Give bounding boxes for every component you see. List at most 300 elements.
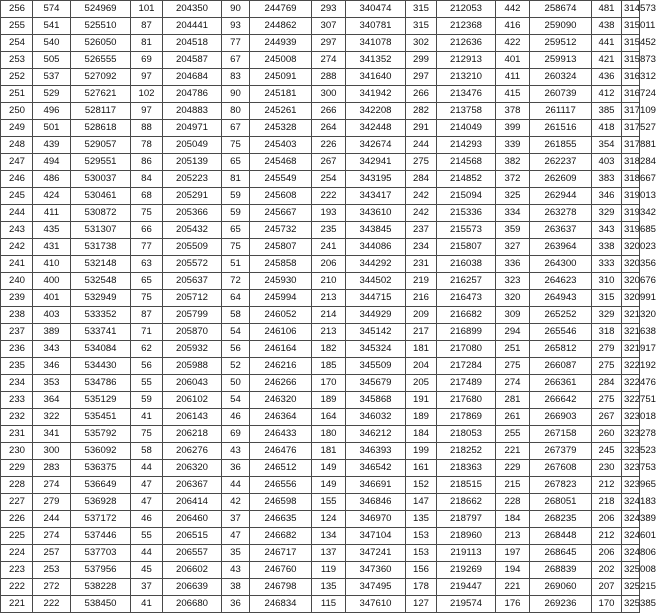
table-cell: 275: [496, 358, 530, 375]
table-cell: 245: [1, 188, 33, 205]
table-cell: 334: [496, 205, 530, 222]
table-cell: 325: [496, 188, 530, 205]
table-cell: 527621: [71, 86, 131, 103]
table-cell: 219574: [437, 596, 496, 613]
table-cell: 213210: [437, 69, 496, 86]
table-cell: 279: [33, 494, 71, 511]
table-cell: 341078: [346, 35, 406, 52]
table-cell: 342674: [346, 137, 406, 154]
table-cell: 46: [222, 409, 250, 426]
table-cell: 530872: [71, 205, 131, 222]
table-cell: 217489: [437, 375, 496, 392]
table-cell: 400: [33, 273, 71, 290]
table-cell: 206557: [163, 545, 222, 562]
table-cell: 71: [131, 324, 163, 341]
table-row: [1, 545, 640, 562]
table-cell: 87: [131, 18, 163, 35]
table-cell: 43: [222, 562, 250, 579]
table-cell: 233: [1, 392, 33, 409]
table-cell: 251: [496, 341, 530, 358]
table-cell: 77: [222, 35, 250, 52]
table-cell: 416: [496, 18, 530, 35]
table-cell: 267: [312, 154, 346, 171]
table-cell: 325215: [622, 579, 640, 596]
table-cell: 324601: [622, 528, 640, 545]
table-cell: 266: [406, 86, 437, 103]
table-cell: 347241: [346, 545, 406, 562]
table-cell: 318: [592, 324, 622, 341]
table-cell: 228: [1, 477, 33, 494]
table-cell: 242: [1, 239, 33, 256]
table-cell: 347495: [346, 579, 406, 596]
table-cell: 340781: [346, 18, 406, 35]
table-cell: 272: [33, 579, 71, 596]
table-cell: 204883: [163, 103, 222, 120]
table-cell: 421: [592, 52, 622, 69]
table-cell: 534430: [71, 358, 131, 375]
table-cell: 526050: [71, 35, 131, 52]
table-cell: 327: [496, 239, 530, 256]
table-cell: 206102: [163, 392, 222, 409]
table-cell: 205988: [163, 358, 222, 375]
table-cell: 268235: [530, 511, 592, 528]
table-cell: 422: [496, 35, 530, 52]
table-cell: 67: [222, 52, 250, 69]
table-cell: 137: [312, 545, 346, 562]
table-cell: 481: [592, 1, 622, 18]
table-cell: 323278: [622, 426, 640, 443]
table-cell: 533352: [71, 307, 131, 324]
table-cell: 213: [496, 528, 530, 545]
table-row: [1, 477, 640, 494]
table-cell: 246717: [250, 545, 312, 562]
table-cell: 439: [33, 137, 71, 154]
table-cell: 309: [496, 307, 530, 324]
table-row: [1, 154, 640, 171]
table-cell: 226: [312, 137, 346, 154]
table-row: [1, 137, 640, 154]
table-cell: 315873: [622, 52, 640, 69]
table-cell: 324806: [622, 545, 640, 562]
table-cell: 246556: [250, 477, 312, 494]
table-cell: 265252: [530, 307, 592, 324]
table-cell: 204684: [163, 69, 222, 86]
table-cell: 322192: [622, 358, 640, 375]
table-row: [1, 426, 640, 443]
table-cell: 260: [592, 426, 622, 443]
table-cell: 541: [33, 18, 71, 35]
table-cell: 494: [33, 154, 71, 171]
table-row: [1, 239, 640, 256]
table-cell: 526555: [71, 52, 131, 69]
table-cell: 206143: [163, 409, 222, 426]
table-cell: 501: [33, 120, 71, 137]
table-cell: 214568: [437, 154, 496, 171]
table-cell: 315011: [622, 18, 640, 35]
table-cell: 212636: [437, 35, 496, 52]
table-cell: 68: [131, 188, 163, 205]
table-cell: 435: [33, 222, 71, 239]
table-row: [1, 375, 640, 392]
table-cell: 58: [131, 443, 163, 460]
table-cell: 52: [222, 358, 250, 375]
table-cell: 178: [406, 579, 437, 596]
table-cell: 80: [222, 103, 250, 120]
table-cell: 206680: [163, 596, 222, 613]
table-row: [1, 188, 640, 205]
table-row: [1, 579, 640, 596]
table-cell: 55: [131, 528, 163, 545]
table-cell: 236: [1, 341, 33, 358]
table-cell: 401: [33, 290, 71, 307]
table-cell: 218515: [437, 477, 496, 494]
table-cell: 62: [131, 341, 163, 358]
table-cell: 389: [33, 324, 71, 341]
table-row: [1, 1, 640, 18]
table-cell: 274: [312, 52, 346, 69]
table-cell: 215573: [437, 222, 496, 239]
table-cell: 245008: [250, 52, 312, 69]
table-cell: 217680: [437, 392, 496, 409]
table-cell: 314573: [622, 1, 640, 18]
table-cell: 496: [33, 103, 71, 120]
table-cell: 317881: [622, 137, 640, 154]
table-cell: 411: [496, 69, 530, 86]
table-cell: 260739: [530, 86, 592, 103]
table-cell: 264: [312, 120, 346, 137]
table-cell: 256: [1, 1, 33, 18]
table-row: [1, 290, 640, 307]
table-cell: 244769: [250, 1, 312, 18]
table-cell: 345142: [346, 324, 406, 341]
table-cell: 246052: [250, 307, 312, 324]
table-cell: 259512: [530, 35, 592, 52]
table-cell: 199: [406, 443, 437, 460]
table-cell: 251: [1, 86, 33, 103]
table-cell: 205799: [163, 307, 222, 324]
table-cell: 37: [131, 579, 163, 596]
table-cell: 320991: [622, 290, 640, 307]
table-cell: 540: [33, 35, 71, 52]
table-cell: 225: [1, 528, 33, 545]
table-cell: 403: [592, 154, 622, 171]
table-cell: 206218: [163, 426, 222, 443]
table-cell: 529057: [71, 137, 131, 154]
table-cell: 245549: [250, 171, 312, 188]
table-cell: 215336: [437, 205, 496, 222]
table-row: [1, 18, 640, 35]
table-cell: 415: [496, 86, 530, 103]
table-cell: 341: [33, 426, 71, 443]
table-cell: 418: [592, 120, 622, 137]
table-cell: 537446: [71, 528, 131, 545]
table-cell: 263964: [530, 239, 592, 256]
table-cell: 291: [406, 120, 437, 137]
table-cell: 315452: [622, 35, 640, 52]
table-cell: 69: [222, 426, 250, 443]
table-cell: 261117: [530, 103, 592, 120]
table-cell: 323753: [622, 460, 640, 477]
table-row: [1, 256, 640, 273]
table-cell: 170: [592, 596, 622, 613]
table-cell: 217869: [437, 409, 496, 426]
table-cell: 207: [592, 579, 622, 596]
table-cell: 93: [222, 18, 250, 35]
table-cell: 245667: [250, 205, 312, 222]
table-cell: 155: [312, 494, 346, 511]
table-cell: 318284: [622, 154, 640, 171]
table-cell: 217284: [437, 358, 496, 375]
table-cell: 346393: [346, 443, 406, 460]
table-cell: 181: [312, 443, 346, 460]
table-cell: 297: [406, 69, 437, 86]
table-cell: 323965: [622, 477, 640, 494]
table-cell: 237: [406, 222, 437, 239]
table-row: [1, 596, 640, 613]
table-cell: 47: [222, 528, 250, 545]
table-cell: 204518: [163, 35, 222, 52]
table-cell: 385: [592, 103, 622, 120]
table-row: [1, 171, 640, 188]
table-cell: 282: [406, 103, 437, 120]
table-cell: 246433: [250, 426, 312, 443]
table-cell: 323523: [622, 443, 640, 460]
table-cell: 261: [496, 409, 530, 426]
table-cell: 204: [406, 358, 437, 375]
table-cell: 124: [312, 511, 346, 528]
table-cell: 213758: [437, 103, 496, 120]
table-cell: 382: [496, 154, 530, 171]
table-cell: 189: [312, 392, 346, 409]
table-cell: 219447: [437, 579, 496, 596]
table-cell: 342448: [346, 120, 406, 137]
table-cell: 205432: [163, 222, 222, 239]
table-cell: 241: [1, 256, 33, 273]
table-cell: 284: [592, 375, 622, 392]
table-cell: 206: [592, 511, 622, 528]
table-cell: 44: [222, 477, 250, 494]
table-cell: 359: [496, 222, 530, 239]
table-cell: 268051: [530, 494, 592, 511]
table-cell: 279: [592, 341, 622, 358]
table-cell: 97: [131, 103, 163, 120]
table-cell: 63: [131, 256, 163, 273]
table-cell: 343: [33, 341, 71, 358]
table-cell: 230: [1, 443, 33, 460]
table-row: [1, 392, 640, 409]
table-cell: 55: [131, 375, 163, 392]
table-cell: 329: [592, 307, 622, 324]
table-cell: 204786: [163, 86, 222, 103]
table-cell: 240: [1, 273, 33, 290]
table-cell: 206367: [163, 477, 222, 494]
table-cell: 41: [131, 409, 163, 426]
table-cell: 83: [222, 69, 250, 86]
table-cell: 528618: [71, 120, 131, 137]
table-cell: 344715: [346, 290, 406, 307]
table-cell: 206: [312, 256, 346, 273]
table-cell: 65: [222, 222, 250, 239]
table-cell: 231: [1, 426, 33, 443]
table-cell: 262237: [530, 154, 592, 171]
table-cell: 204587: [163, 52, 222, 69]
table-cell: 51: [222, 256, 250, 273]
table-cell: 219: [406, 273, 437, 290]
table-cell: 205139: [163, 154, 222, 171]
table-cell: 246798: [250, 579, 312, 596]
table-cell: 58: [222, 307, 250, 324]
table-cell: 535792: [71, 426, 131, 443]
table-cell: 264943: [530, 290, 592, 307]
table-cell: 218662: [437, 494, 496, 511]
table-cell: 345509: [346, 358, 406, 375]
table-cell: 345324: [346, 341, 406, 358]
table-cell: 59: [131, 392, 163, 409]
table-cell: 378: [496, 103, 530, 120]
table-row: [1, 528, 640, 545]
table-cell: 213: [312, 290, 346, 307]
table-row: [1, 35, 640, 52]
table-cell: 84: [131, 171, 163, 188]
table-cell: 299: [406, 52, 437, 69]
table-cell: 438: [592, 18, 622, 35]
table-cell: 257: [33, 545, 71, 562]
table-cell: 530461: [71, 188, 131, 205]
table-cell: 274: [33, 528, 71, 545]
table-cell: 344929: [346, 307, 406, 324]
table-cell: 253: [1, 52, 33, 69]
table-cell: 267823: [530, 477, 592, 494]
table-cell: 436: [592, 69, 622, 86]
table-row: [1, 86, 640, 103]
table-cell: 345868: [346, 392, 406, 409]
table-cell: 321320: [622, 307, 640, 324]
table-cell: 293: [312, 1, 346, 18]
table-cell: 245091: [250, 69, 312, 86]
table-cell: 442: [496, 1, 530, 18]
table-cell: 235: [1, 358, 33, 375]
table-cell: 538450: [71, 596, 131, 613]
table-cell: 213476: [437, 86, 496, 103]
table-cell: 215807: [437, 239, 496, 256]
table-cell: 218797: [437, 511, 496, 528]
table-cell: 244: [1, 205, 33, 222]
table-cell: 259913: [530, 52, 592, 69]
table-cell: 134: [312, 528, 346, 545]
table-cell: 284: [406, 171, 437, 188]
table-cell: 215094: [437, 188, 496, 205]
table-cell: 218363: [437, 460, 496, 477]
table-cell: 231: [406, 256, 437, 273]
table-row: [1, 511, 640, 528]
table-cell: 119: [312, 562, 346, 579]
table-cell: 353: [33, 375, 71, 392]
table-cell: 403: [33, 307, 71, 324]
table-cell: 210: [312, 273, 346, 290]
table-cell: 184: [496, 511, 530, 528]
table-cell: 341352: [346, 52, 406, 69]
table-cell: 227: [1, 494, 33, 511]
table-cell: 268448: [530, 528, 592, 545]
table-cell: 354: [592, 137, 622, 154]
table-cell: 346: [592, 188, 622, 205]
table-cell: 205366: [163, 205, 222, 222]
table-cell: 254: [312, 171, 346, 188]
table-cell: 218252: [437, 443, 496, 460]
table-cell: 537: [33, 69, 71, 86]
table-cell: 153: [406, 545, 437, 562]
table-cell: 399: [496, 120, 530, 137]
table-cell: 317109: [622, 103, 640, 120]
table-cell: 241: [312, 239, 346, 256]
table-cell: 275: [406, 154, 437, 171]
table-cell: 322: [33, 409, 71, 426]
table-cell: 266642: [530, 392, 592, 409]
table-cell: 226: [1, 511, 33, 528]
table-cell: 254: [1, 35, 33, 52]
table-row: [1, 341, 640, 358]
table-cell: 41: [131, 596, 163, 613]
table-cell: 206414: [163, 494, 222, 511]
table-cell: 242: [406, 188, 437, 205]
table-cell: 232: [1, 409, 33, 426]
table-cell: 534084: [71, 341, 131, 358]
table-cell: 147: [406, 494, 437, 511]
table-cell: 202: [592, 562, 622, 579]
table-row: [1, 103, 640, 120]
table-cell: 252: [1, 69, 33, 86]
table-row: [1, 409, 640, 426]
table-cell: 54: [222, 392, 250, 409]
table-cell: 316724: [622, 86, 640, 103]
table-cell: 161: [406, 460, 437, 477]
table-cell: 223: [1, 562, 33, 579]
table-cell: 537956: [71, 562, 131, 579]
table-cell: 245403: [250, 137, 312, 154]
table-cell: 204971: [163, 120, 222, 137]
table-cell: 325385: [622, 596, 640, 613]
table-cell: 181: [406, 341, 437, 358]
table-cell: 300: [312, 86, 346, 103]
table-cell: 343610: [346, 205, 406, 222]
table-row: [1, 205, 640, 222]
table-cell: 245994: [250, 290, 312, 307]
table-cell: 531738: [71, 239, 131, 256]
table-cell: 265812: [530, 341, 592, 358]
table-cell: 537172: [71, 511, 131, 528]
table-cell: 69: [131, 52, 163, 69]
table-cell: 505: [33, 52, 71, 69]
table-cell: 244939: [250, 35, 312, 52]
table-cell: 346032: [346, 409, 406, 426]
table-cell: 528117: [71, 103, 131, 120]
table-cell: 255: [496, 426, 530, 443]
table-cell: 36: [222, 460, 250, 477]
table-cell: 245468: [250, 154, 312, 171]
table-cell: 237: [1, 324, 33, 341]
table-cell: 535451: [71, 409, 131, 426]
table-cell: 344292: [346, 256, 406, 273]
table-cell: 222: [33, 596, 71, 613]
table-cell: 343845: [346, 222, 406, 239]
table-cell: 323: [496, 273, 530, 290]
table-cell: 149: [312, 460, 346, 477]
table-cell: 246512: [250, 460, 312, 477]
table-cell: 164: [312, 409, 346, 426]
table-cell: 245261: [250, 103, 312, 120]
table-cell: 245858: [250, 256, 312, 273]
table-cell: 261516: [530, 120, 592, 137]
